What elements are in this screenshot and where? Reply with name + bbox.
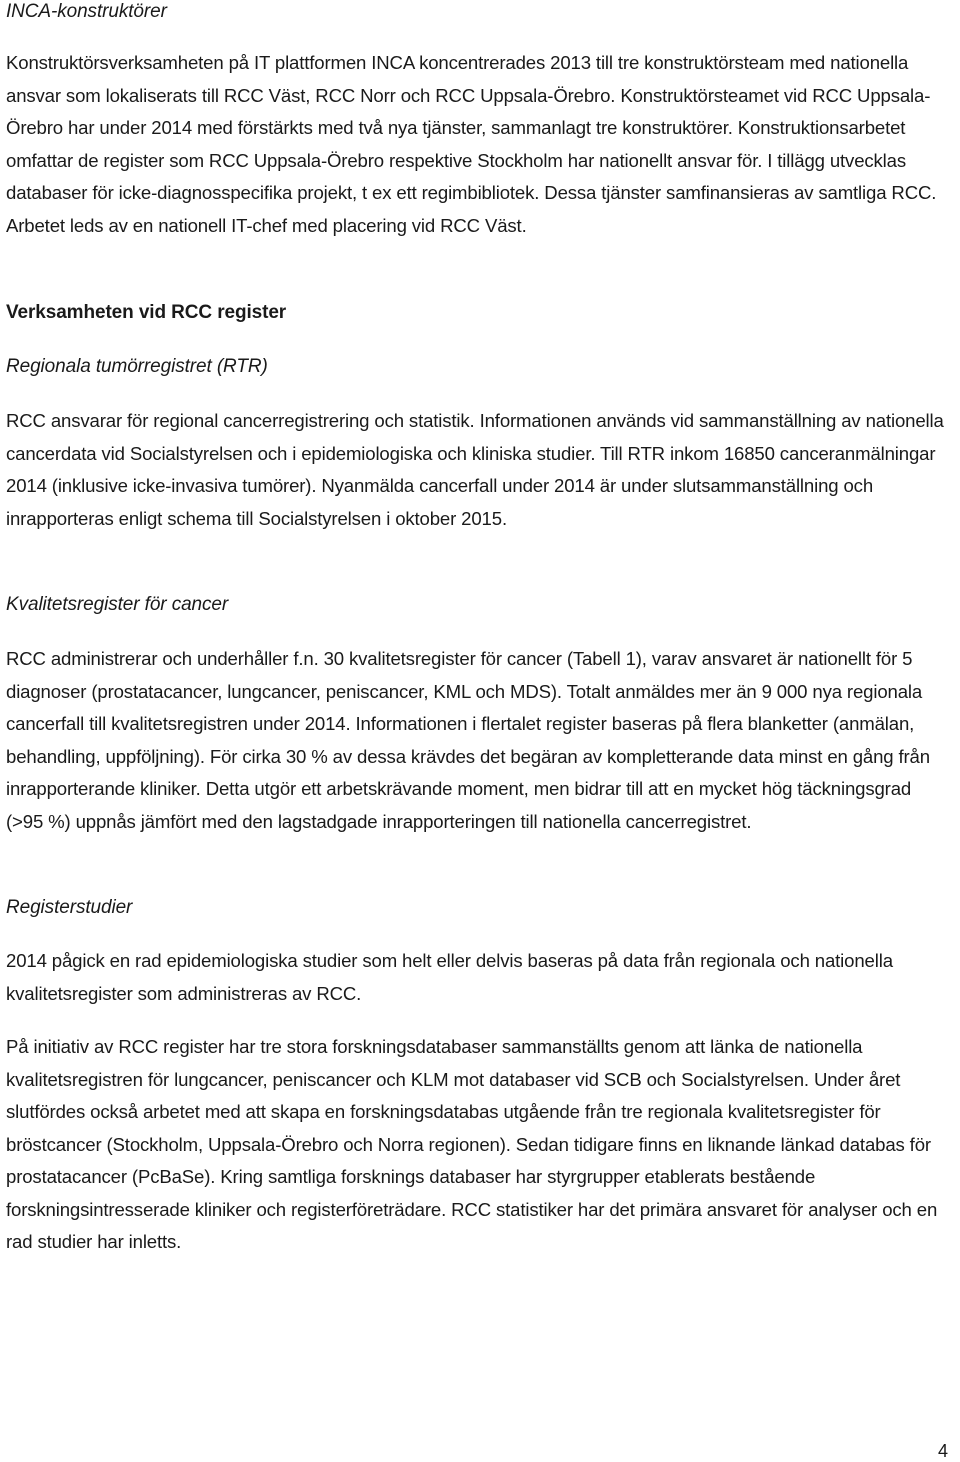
verksamheten-heading: Verksamheten vid RCC register: [6, 302, 287, 323]
registerstudier-paragraph-2: På initiativ av RCC register har tre stora forskningsdatabaser sammanställts genom att länka de nationella kvalitetsregistren för lungcancer, peniscancer och KLM mot databaser vid SCB och Socialstyrelsen. Under året slutfördes också arbetet med att skapa en forskningsdatabas utgående från tre regionala kvalitetsregister för bröstcancer (Stockholm, Uppsala-Örebro och Norra regionen). Sedan tidigare finns en liknande länkad databas för prostatacancer (PcBaSe). Kring samtliga forsknings databaser har styrgrupper etablerats bestående forskningsintresserade kliniker och registerföreträdare. RCC statistiker har det primära ansvaret för analyser och en rad studier har inletts.: [6, 1036, 938, 1252]
kvalitet-paragraph: RCC administrerar och underhåller f.n. 30 kvalitetsregister för cancer (Tabell 1), varav ansvaret är nationellt för 5 diagnoser (prostatacancer, lungcancer, peniscancer, KML och MDS). Totalt anmäldes mer än 9 000 nya regionala cancerfall till kvalitetsregistren under 2014. Informationen i flertalet register baseras på flera blanketter (anmälan, behandling, uppföljning). För cirka 30 % av dessa krävdes det begäran av kompletterande data minst en gång från inrapporterande kliniker. Detta utgör ett arbetskrävande moment, men bidrar till att en mycket hög täckningsgrad (>95 %) uppnås jämfört med den lagstadgade inrapporteringen till nationella cancerregistret.: [6, 648, 930, 832]
rtr-heading: Regionala tumörregistret (RTR): [6, 356, 268, 377]
inca-heading: INCA-konstruktörer: [6, 1, 167, 22]
registerstudier-paragraph-1: 2014 pågick en rad epidemiologiska studier som helt eller delvis baseras på data från regionala och nationella kvalitetsregister som administreras av RCC.: [6, 950, 893, 1004]
registerstudier-heading: Registerstudier: [6, 897, 133, 918]
page-number: 4: [937, 1441, 948, 1461]
inca-paragraph: Konstruktörsverksamheten på IT plattformen INCA koncentrerades 2013 till tre konstruktörsteam med nationella ansvar som lokaliserats till RCC Väst, RCC Norr och RCC Uppsala-Örebro. Konstruktörsteamet vid RCC Uppsala-Örebro har under 2014 med förstärkts med två nya tjänster, sammanlagt tre konstruktörer. Konstruktionsarbetet omfattar de register som RCC Uppsala-Örebro respektive Stockholm har nationellt ansvar för. I tillägg utvecklas databaser för icke-diagnosspecifika projekt, t ex ett regimbibliotek. Dessa tjänster samfinansieras av samtliga RCC. Arbetet leds av en nationell IT-chef med placering vid RCC Väst.: [6, 52, 937, 236]
kvalitet-heading: Kvalitetsregister för cancer: [6, 594, 229, 615]
rtr-paragraph: RCC ansvarar för regional cancerregistrering och statistik. Informationen används vid sammanställning av nationella cancerdata vid Socialstyrelsen och i epidemiologiska och kliniska studier. Till RTR inkom 16850 canceranmälningar 2014 (inklusive icke-invasiva tumörer). Nyanmälda cancerfall under 2014 är under slutsammanställning och inrapporteras enligt schema till Socialstyrelsen i oktober 2015.: [6, 410, 944, 529]
